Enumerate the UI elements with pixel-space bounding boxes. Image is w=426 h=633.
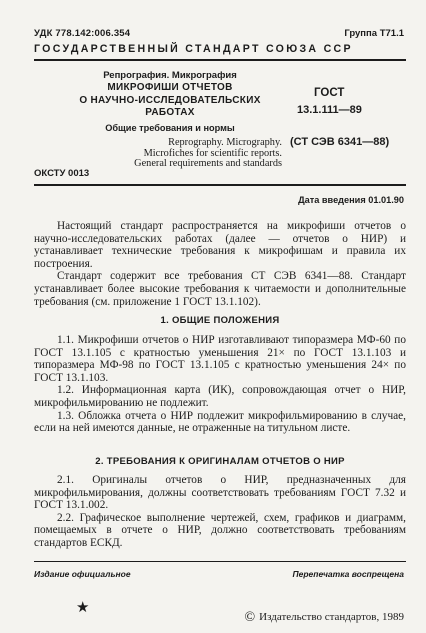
copyright <box>245 610 404 626</box>
gost-number: 13.1.111—89 <box>297 104 362 116</box>
section-2-title: 2. ТРЕБОВАНИЯ К ОРИГИНАЛАМ ОТЧЕТОВ О НИР <box>95 456 345 467</box>
gost-label: ГОСТ <box>314 87 345 99</box>
title-line-3: РАБОТАХ <box>145 107 195 118</box>
section-2-text <box>34 474 406 550</box>
section-2-paragraph-1: 2.1. Оригиналы отчетов о НИР, предназначенных для микрофильмирования, должны соответствовать требованиям ГОСТ 7.32 и ГОСТ 13.1.002. <box>34 474 406 512</box>
intro-paragraph-1: Настоящий стандарт распространяется на микрофиши отчетов о научно-исследовательских работах (далее — отчетов о НИР) и устанавливает технические требования к микрофишам и правила их построения. <box>34 220 406 270</box>
st-sev-number: (СТ СЭВ 6341—88) <box>290 136 390 148</box>
english-title <box>97 138 282 170</box>
official-edition: Издание официальное <box>34 569 131 579</box>
title-line-2: О НАУЧНО-ИССЛЕДОВАТЕЛЬСКИХ <box>79 94 261 106</box>
title-block <box>70 70 270 134</box>
udk-code: УДК 778.142:006.354 <box>34 28 131 39</box>
date-intro: Дата введения 01.01.90 <box>298 195 404 205</box>
section-1-title: 1. ОБЩИЕ ПОЛОЖЕНИЯ <box>160 315 280 326</box>
title-prefix: Репрография. Микрография <box>103 70 237 81</box>
title-line-1: МИКРОФИШИ ОТЧЕТОВ <box>107 82 233 93</box>
title-subtitle: Общие требования и нормы <box>105 122 235 133</box>
intro-text <box>34 220 406 308</box>
okstu-code: ОКСТУ 0013 <box>34 168 90 179</box>
star-icon: ★ <box>76 600 90 616</box>
english-title-line-3: General requirements and standards <box>134 158 282 169</box>
footer-rule <box>34 561 406 562</box>
group-code: Группа Т71.1 <box>344 28 404 39</box>
reprint-prohibited: Перепечатка воспрещена <box>292 569 404 579</box>
section-1-paragraph-2: 1.2. Информационная карта (ИК), сопровождающая отчет о НИР, микрофильмированию не подлежит. <box>34 384 406 409</box>
english-title-line-2: Microfiches for scientific reports. <box>143 147 282 159</box>
section-2-paragraph-2: 2.2. Графическое выполнение чертежей, схем, графиков и диаграмм, помещаемых в отчете о НИР, должно соответствовать требованиям стандартов ЕСКД. <box>34 511 406 549</box>
section-1-paragraph-3: 1.3. Обложка отчета о НИР подлежит микрофильмированию в случае, если на ней имеются данные, не отраженные на титульном листе. <box>34 409 406 435</box>
intro-paragraph-2: Стандарт содержит все требования СТ СЭВ 6341—88. Стандарт устанавливает более высокие требования к читаемости и дополнительные требования (см. приложение 1 ГОСТ 13.1.102). <box>34 270 406 308</box>
section-1-paragraph-1: 1.1. Микрофиши отчетов о НИР изготавливают типоразмера МФ-60 по ГОСТ 13.1.105 с кратностью уменьшения 21× по ГОСТ 13.1.103 и типоразмера МФ-98 по ГОСТ 13.1.105 с кратностью уменьшения 24× по ГОСТ 13.1.103. <box>34 334 406 384</box>
top-rule <box>34 59 406 61</box>
section-1-text <box>34 334 406 435</box>
english-title-line-1: Reprography. Micrography. <box>168 137 282 148</box>
title-rule <box>34 184 406 186</box>
copyright-icon: © <box>244 610 256 625</box>
standard-heading: ГОСУДАРСТВЕННЫЙ СТАНДАРТ СОЮЗА ССР <box>34 43 353 55</box>
copyright-text: Издательство стандартов, 1989 <box>259 611 404 623</box>
